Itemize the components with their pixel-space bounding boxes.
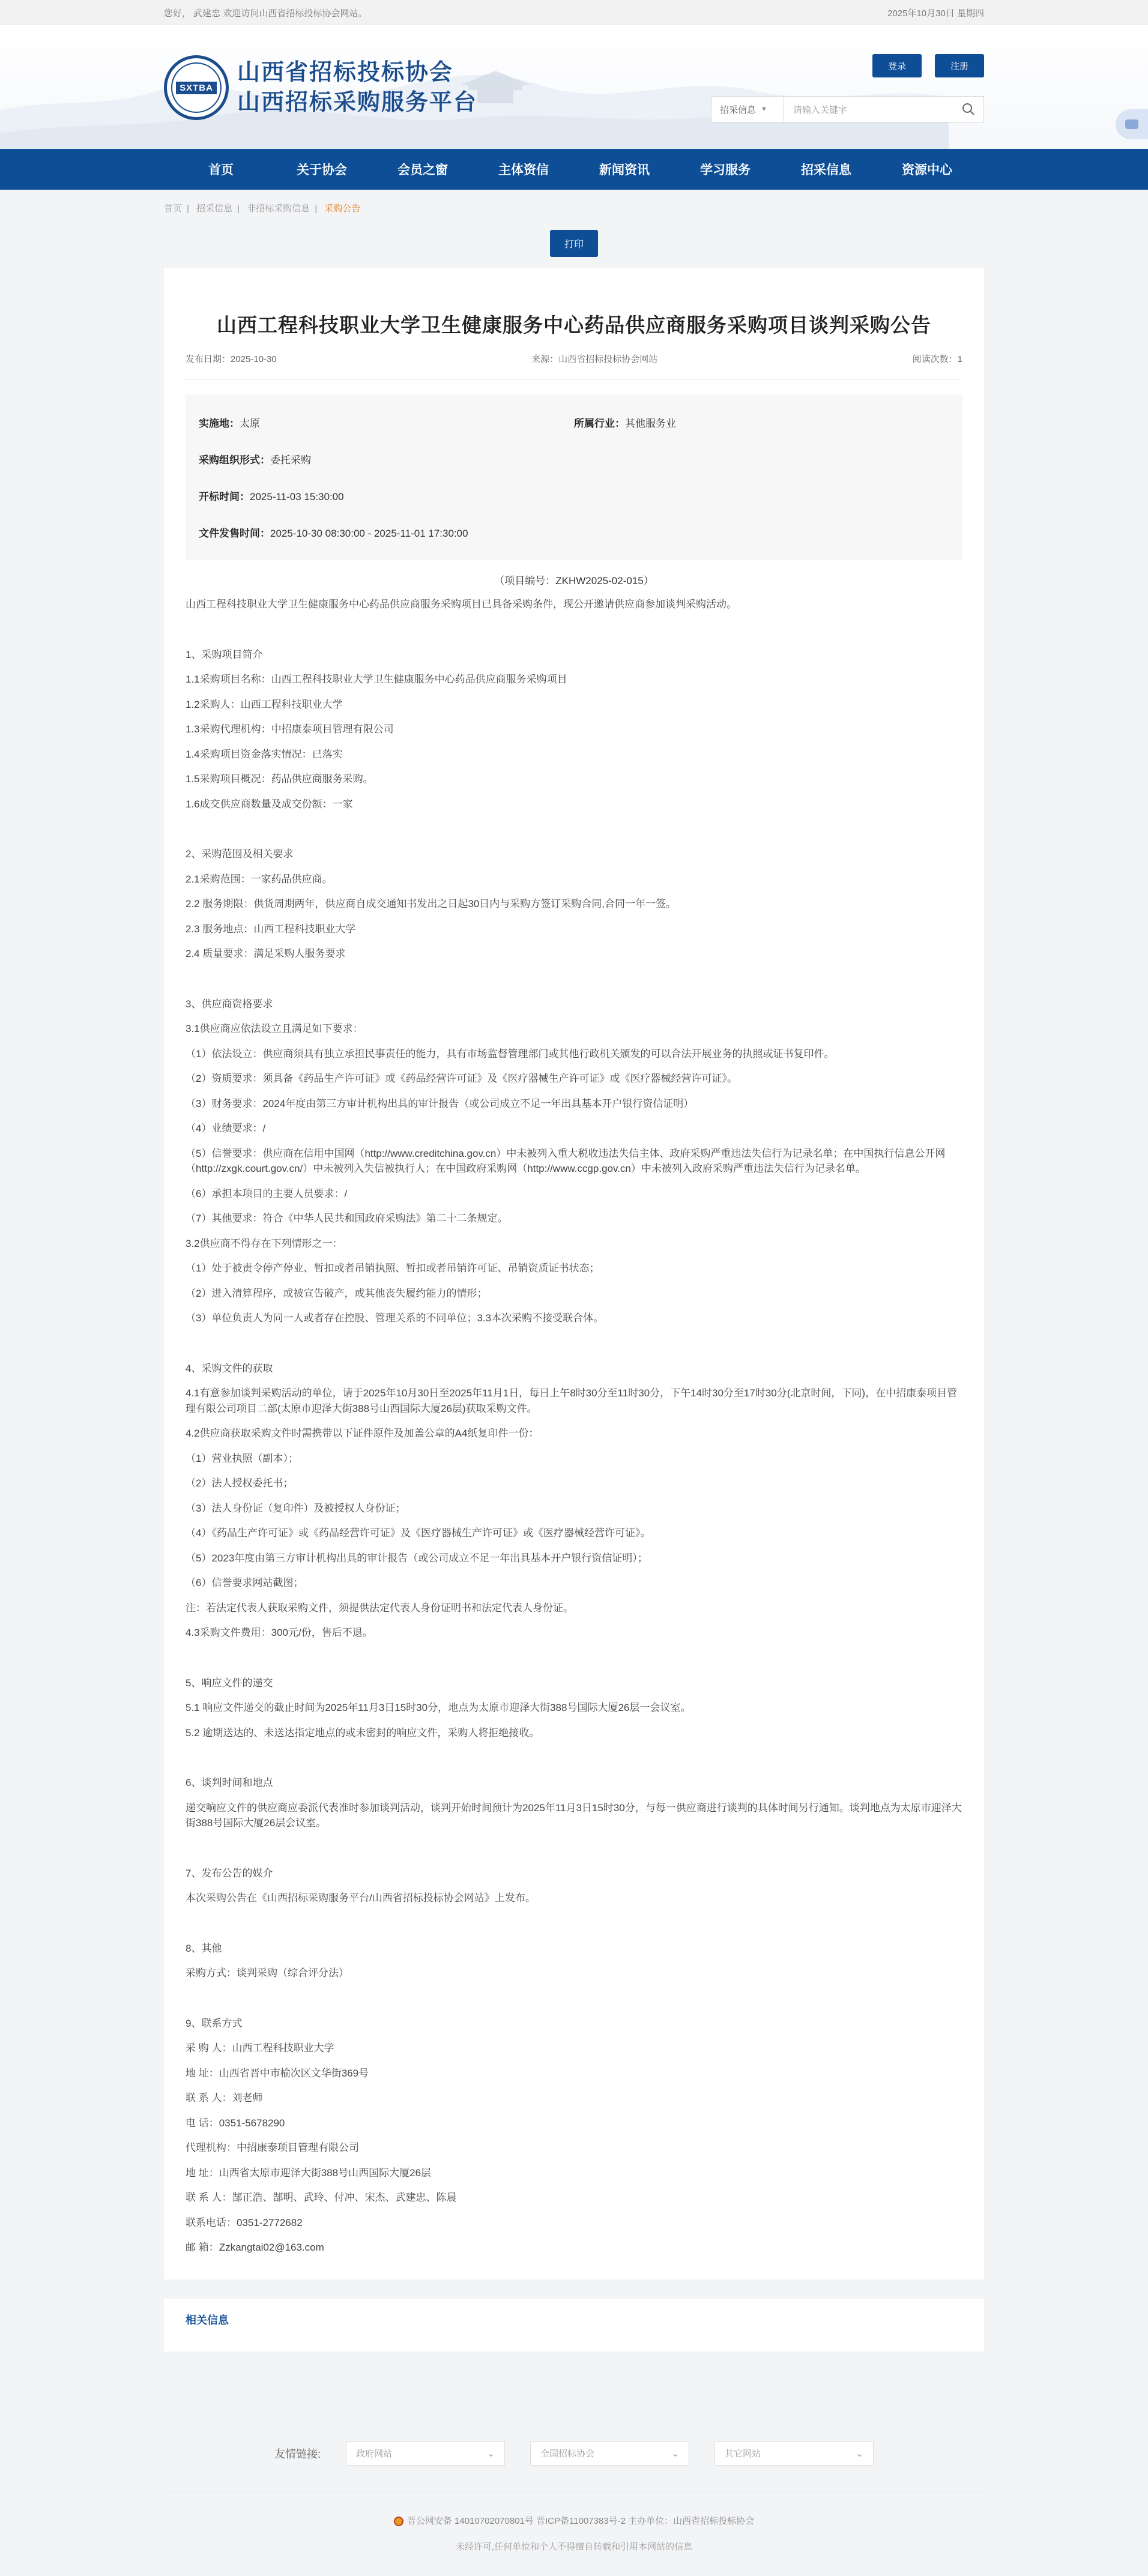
section-line: 联系电话：0351-2772682 bbox=[186, 2216, 303, 2228]
main-nav bbox=[0, 149, 1148, 190]
section-heading: 3、供应商资格要求 bbox=[186, 998, 273, 1010]
section-line: 递交响应文件的供应商应委派代表准时参加谈判活动，谈判开始时间预计为2025年11月3日15时30分，与每一供应商进行谈判的具体时间另行通知。谈判地点为太原市迎泽大街388号国际大厦26层会议室。 bbox=[186, 1802, 962, 1829]
nav-item-tenders[interactable]: 招采信息 bbox=[801, 163, 851, 177]
section-line: 5.1 响应文件递交的截止时间为2025年11月3日15时30分，地点为太原市迎泽大街388号国际大厦26层一会议室。 bbox=[186, 1702, 691, 1713]
chevron-down-icon: ⌄ bbox=[856, 2448, 863, 2459]
section-line: （2）资质要求：须具备《药品生产许可证》或《药品经营许可证》及《医疗器械生产许可证》或《医疗器械经营许可证》。 bbox=[186, 1073, 737, 1084]
logo-seal bbox=[164, 55, 229, 120]
section-line: 代理机构：中招康泰项目管理有限公司 bbox=[186, 2142, 359, 2153]
breadcrumb: 首页 | 招采信息 | 非招标采购信息 | 采购公告 bbox=[164, 204, 361, 214]
project-number: （项目编号：ZKHW2025-02-015） bbox=[494, 575, 654, 587]
article-section bbox=[186, 1866, 962, 1906]
breadcrumb-item[interactable]: 首页 bbox=[164, 204, 183, 214]
nav-item-news[interactable]: 新闻资讯 bbox=[599, 163, 650, 177]
article-title: 山西工程科技职业大学卫生健康服务中心药品供应商服务采购项目谈判采购公告 bbox=[217, 314, 931, 336]
chevron-down-icon: ⌄ bbox=[487, 2448, 495, 2459]
nav-item-home[interactable]: 首页 bbox=[208, 163, 234, 177]
section-line: 联 系 人：郜正浩、郜明、武玲、付冲、宋杰、武建忠、陈晨 bbox=[186, 2192, 457, 2203]
section-line: 4.2供应商获取采购文件时需携带以下证件原件及加盖公章的A4纸复印件一份： bbox=[186, 1428, 539, 1439]
section-line: 1.4采购项目资金落实情况：已落实 bbox=[186, 748, 343, 760]
section-line: 本次采购公告在《山西招标采购服务平台/山西省招标投标协会网站》上发布。 bbox=[186, 1892, 536, 1904]
footer-copyright: 未经许可,任何单位和个人不得擅自转载和引用本网站的信息 bbox=[455, 2541, 693, 2552]
article-section bbox=[186, 846, 962, 962]
section-line: 5.2 逾期送达的、未送达指定地点的或未密封的响应文件，采购人将拒绝接收。 bbox=[186, 1727, 540, 1739]
section-heading: 9、联系方式 bbox=[186, 2017, 243, 2029]
section-line: （2）进入清算程序，或被宣告破产，或其他丧失履约能力的情形； bbox=[186, 1287, 488, 1299]
section-line: 2.3 服务地点：山西工程科技职业大学 bbox=[186, 923, 356, 935]
section-line: 注：若法定代表人获取采购文件，须提供法定代表人身份证明书和法定代表人身份证。 bbox=[186, 1602, 573, 1614]
project-info-box bbox=[186, 394, 962, 560]
section-line: 4.3采购文件费用：300元/份，售后不退。 bbox=[186, 1627, 373, 1638]
article-card bbox=[164, 268, 984, 2279]
section-line: （3）法人身份证（复印件）及被授权人身份证； bbox=[186, 1502, 406, 1514]
section-heading: 8、其他 bbox=[186, 1942, 222, 1954]
breadcrumb-item[interactable]: 招采信息 bbox=[196, 204, 233, 214]
friend-link-select[interactable]: 全国招标协会 ⌄ bbox=[530, 2442, 689, 2466]
section-heading: 6、谈判时间和地点 bbox=[186, 1777, 273, 1788]
footer-record: 晋公网安备 14010702070801号 晋ICP备11007383号-2 主办单位：山西省招标投标协会 bbox=[0, 2514, 1148, 2527]
section-line: （4）业绩要求：/ bbox=[186, 1123, 266, 1134]
section-line: 1.2采购人：山西工程科技职业大学 bbox=[186, 698, 343, 710]
section-line: （5）信誉要求：供应商在信用中国网（http://www.creditchina.gov.cn）中未被列入重大税收违法失信主体、政府采购严重违法失信行为记录名单；在中国执行信息公开网（http://zxgk.court.gov.cn/）中未被列入失信被执行人；在中国政府采购网（http://www.ccgp.gov.cn）中未被列入政府采购严重违法失信行为记录名单。 bbox=[186, 1147, 946, 1174]
article-section bbox=[186, 1775, 962, 1831]
date-text: 2025年10月30日 星期四 bbox=[887, 8, 984, 19]
article-section bbox=[186, 1941, 962, 1981]
section-heading: 7、发布公告的媒介 bbox=[186, 1867, 273, 1879]
search-bar bbox=[711, 96, 984, 122]
section-line: 采 购 人：山西工程科技职业大学 bbox=[186, 2042, 334, 2054]
breadcrumb-item[interactable]: 非招标采购信息 bbox=[247, 204, 310, 214]
nav-item-resources[interactable]: 资源中心 bbox=[902, 163, 952, 177]
print-button[interactable]: 打印 bbox=[550, 230, 598, 257]
section-line: （1）依法设立：供应商须具有独立承担民事责任的能力，具有市场监督管理部门或其他行政机关颁发的可以合法开展业务的执照或证书复印件。 bbox=[186, 1048, 835, 1060]
section-line: （1）营业执照（副本）； bbox=[186, 1452, 298, 1464]
site-logo[interactable] bbox=[164, 55, 477, 120]
section-line: 4.1有意参加谈判采购活动的单位，请于2025年10月30日至2025年11月1日，每日上午8时30分至11时30分，下午14时30分至17时30分(北京时间，下同)，在中招康泰项目管理有限公司项目二部(太原市迎泽大街388号山西国际大厦26层)获取采购文件。 bbox=[186, 1387, 958, 1414]
section-line: 1.5采购项目概况：药品供应商服务采购。 bbox=[186, 773, 373, 785]
section-line: （2）法人授权委托书； bbox=[186, 1477, 294, 1489]
section-line: 电 话：0351-5678290 bbox=[186, 2117, 285, 2129]
nav-item-learning[interactable]: 学习服务 bbox=[700, 163, 751, 177]
section-heading: 4、采购文件的获取 bbox=[186, 1362, 273, 1374]
info-value: 2025-11-03 15:30:00 bbox=[250, 491, 344, 502]
friend-links bbox=[164, 2419, 984, 2466]
site-header bbox=[0, 25, 1148, 149]
nav-item-about[interactable]: 关于协会 bbox=[297, 163, 347, 177]
section-heading: 2、采购范围及相关要求 bbox=[186, 848, 294, 860]
article-meta bbox=[186, 352, 962, 380]
section-line: （7）其他要求：符合《中华人民共和国政府采购法》第二十二条规定。 bbox=[186, 1213, 508, 1224]
nav-item-members[interactable]: 会员之窗 bbox=[397, 163, 448, 177]
section-line: 联 系 人：刘老师 bbox=[186, 2092, 263, 2104]
section-line: 2.2 服务期限：供货周期两年，供应商自成交通知书发出之日起30日内与采购方签订采购合同,合同一年一签。 bbox=[186, 898, 676, 909]
section-line: （5）2023年度由第三方审计机构出具的审计报告（或公司成立不足一年出具基本开户银行资信证明）； bbox=[186, 1552, 648, 1564]
info-label: 所属行业： bbox=[574, 418, 625, 429]
info-label: 实施地： bbox=[199, 418, 240, 429]
article-section bbox=[186, 1676, 962, 1741]
section-line: （6）信誉要求网站截图； bbox=[186, 1577, 304, 1588]
welcome-text: 您好， 武建忠 欢迎访问山西省招标投标协会网站。 bbox=[164, 8, 367, 19]
register-button[interactable]: 注册 bbox=[935, 54, 984, 77]
section-line: 1.3采购代理机构：中招康泰项目管理有限公司 bbox=[186, 723, 394, 735]
top-bar bbox=[0, 0, 1148, 25]
article-section bbox=[186, 997, 962, 1326]
section-line: 3.2供应商不得存在下列情形之一： bbox=[186, 1237, 343, 1249]
police-badge-icon bbox=[394, 2517, 403, 2526]
chevron-down-icon: ⌄ bbox=[671, 2448, 679, 2459]
friend-link-select[interactable]: 政府网站 ⌄ bbox=[346, 2442, 505, 2466]
view-count: 阅读次数：1 bbox=[912, 354, 962, 364]
nav-item-credit[interactable]: 主体资信 bbox=[498, 163, 549, 177]
section-line: （1）处于被责令停产停业、暂扣或者吊销执照、暂扣或者吊销许可证、吊销资质证书状态； bbox=[186, 1262, 600, 1274]
chat-icon bbox=[1125, 119, 1138, 129]
info-value: 2025-10-30 08:30:00 - 2025-11-01 17:30:00 bbox=[270, 528, 468, 539]
info-value: 委托采购 bbox=[270, 454, 311, 466]
login-button[interactable]: 登录 bbox=[872, 54, 922, 77]
section-heading: 5、响应文件的递交 bbox=[186, 1677, 273, 1689]
logo-title-line1: 山西省招标投标协会 bbox=[237, 60, 454, 85]
info-label: 采购组织形式： bbox=[199, 454, 270, 466]
chevron-down-icon: ▼ bbox=[761, 106, 767, 113]
friend-links-label: 友情链接: bbox=[274, 2448, 321, 2460]
article-section bbox=[186, 1361, 962, 1641]
article-section bbox=[186, 647, 962, 812]
section-line: （4）《药品生产许可证》或《药品经营许可证》及《医疗器械生产许可证》或《医疗器械经营许可证》。 bbox=[186, 1527, 651, 1539]
section-line: （6）承担本项目的主要人员要求：/ bbox=[186, 1187, 348, 1199]
section-line: （3）单位负责人为同一人或者存在控股、管理关系的不同单位；3.3本次采购不接受联合体。 bbox=[186, 1312, 604, 1324]
section-line: 地 址：山西省晋中市榆次区文华街369号 bbox=[186, 2067, 369, 2079]
section-line: （3）财务要求：2024年度由第三方审计机构出具的审计报告（或公司成立不足一年出具基本开户银行资信证明） bbox=[186, 1097, 694, 1109]
article-intro: 山西工程科技职业大学卫生健康服务中心药品供应商服务采购项目已具备采购条件，现公开邀请供应商参加谈判采购活动。 bbox=[186, 599, 737, 610]
search-category-select[interactable]: 招采信息 ▼ bbox=[711, 97, 784, 122]
floating-side-tab[interactable] bbox=[1116, 109, 1148, 139]
logo-seal-text: SXTBA bbox=[176, 82, 217, 94]
search-input[interactable]: 请输入关键字 bbox=[793, 104, 848, 115]
info-value: 其他服务业 bbox=[625, 418, 676, 429]
related-info-title: 相关信息 bbox=[186, 2314, 229, 2326]
article-source: 来源：山西省招标投标协会网站 bbox=[531, 354, 658, 364]
article-section bbox=[186, 2016, 962, 2255]
publish-date: 发布日期：2025-10-30 bbox=[186, 354, 277, 364]
section-line: 2.1采购范围：一家药品供应商。 bbox=[186, 873, 333, 885]
article-body bbox=[186, 597, 962, 2255]
section-line: 1.1采购项目名称：山西工程科技职业大学卫生健康服务中心药品供应商服务采购项目 bbox=[186, 674, 567, 685]
info-value: 太原 bbox=[240, 418, 260, 429]
section-line: 1.6成交供应商数量及成交份额：一家 bbox=[186, 798, 353, 810]
related-info bbox=[164, 2299, 984, 2351]
section-line: 3.1供应商应依法设立且满足如下要求： bbox=[186, 1023, 363, 1034]
site-footer bbox=[0, 2419, 1148, 2562]
logo-title-line2: 山西招标采购服务平台 bbox=[237, 90, 478, 115]
search-icon[interactable] bbox=[953, 97, 983, 122]
friend-link-select[interactable]: 其它网站 ⌄ bbox=[714, 2442, 874, 2466]
section-line: 采购方式：谈判采购（综合评分法） bbox=[186, 1967, 349, 1979]
section-line: 地 址：山西省太原市迎泽大街388号山西国际大厦26层 bbox=[186, 2167, 431, 2179]
info-label: 开标时间： bbox=[199, 491, 250, 502]
breadcrumb-current: 采购公告 bbox=[324, 204, 361, 214]
info-label: 文件发售时间： bbox=[199, 528, 270, 539]
section-heading: 1、采购项目简介 bbox=[186, 648, 263, 660]
section-line: 2.4 质量要求：满足采购人服务要求 bbox=[186, 948, 346, 959]
section-line: 邮 箱：Zzkangtai02@163.com bbox=[186, 2242, 324, 2253]
